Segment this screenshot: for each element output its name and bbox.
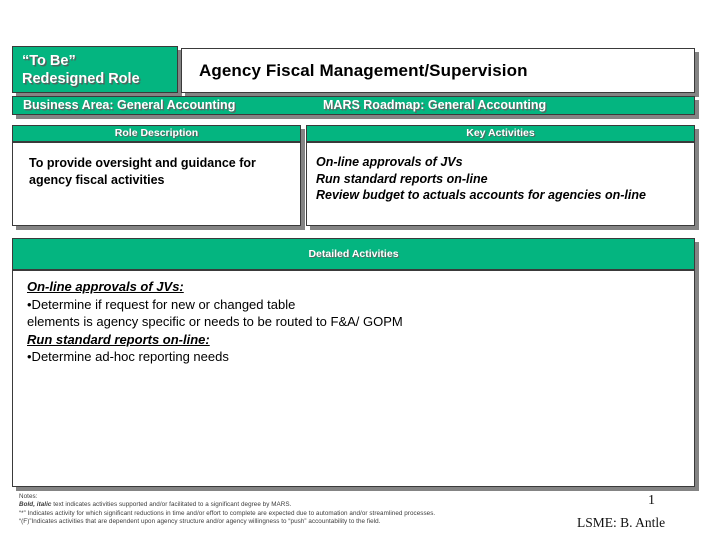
role-description-text: To provide oversight and guidance for agency fiscal activities: [29, 156, 256, 187]
detailed-activity-heading: On-line approvals of JVs:: [27, 279, 184, 294]
key-activities-body: [306, 142, 695, 226]
notes-block: [19, 493, 579, 527]
slide-title-box: [181, 48, 695, 93]
role-description-body: [12, 142, 301, 226]
detailed-activity-heading: Run standard reports on-line:: [27, 331, 210, 347]
notes-asterisk-line: “*” Indicates activity for which significant reductions in time and/or effort to complete are expected due to automation and/or streamlined processes.: [19, 509, 436, 517]
key-activities-header: [306, 125, 695, 142]
detailed-activities-header-label: Detailed Activities: [308, 247, 399, 260]
key-activity-item: On-line approvals of JVs: [316, 155, 463, 169]
key-activity-item: Run standard reports on-line: [316, 171, 488, 186]
detailed-activity-bullet: •Determine ad-hoc reporting needs: [27, 349, 229, 364]
business-area-label: Business Area: General Accounting: [23, 98, 236, 112]
detailed-activities-body: [12, 270, 695, 487]
to-be-label-line1: “To Be”: [22, 52, 76, 69]
notes-label: Notes:: [19, 493, 38, 500]
to-be-redesigned-role-badge: [12, 46, 178, 93]
author-credit: LSME: B. Antle: [577, 515, 666, 530]
key-activities-header-label: Key Activities: [466, 127, 535, 139]
role-description-header: [12, 125, 301, 142]
to-be-label-line2: Redesigned Role: [22, 70, 140, 87]
detailed-activity-bullet: •Determine if request for new or changed table: [27, 296, 296, 312]
role-description-header-label: Role Description: [114, 127, 199, 139]
notes-bold-italic-rest: text indicates activities supported and/or facilitated to a significant degree by MARS.: [51, 501, 292, 509]
business-area-bar: [12, 96, 695, 115]
detailed-activities-header: [12, 238, 695, 270]
notes-bold-italic-line: [19, 501, 579, 509]
notes-field-line: “(F)”Indicates activities that are dependent upon agency structure and/or agency willingness to “push” accountability to the field.: [19, 518, 381, 526]
key-activity-item: Review budget to actuals accounts for agencies on-line: [316, 188, 646, 202]
notes-bold-italic-prefix: Bold, italic: [19, 501, 52, 509]
page-title: Agency Fiscal Management/Supervision: [199, 60, 528, 80]
page-number: 1: [648, 493, 655, 508]
detailed-activity-bullet: elements is agency specific or needs to be routed to F&A/ GOPM: [27, 314, 403, 329]
mars-roadmap-label: MARS Roadmap: General Accounting: [323, 98, 547, 112]
